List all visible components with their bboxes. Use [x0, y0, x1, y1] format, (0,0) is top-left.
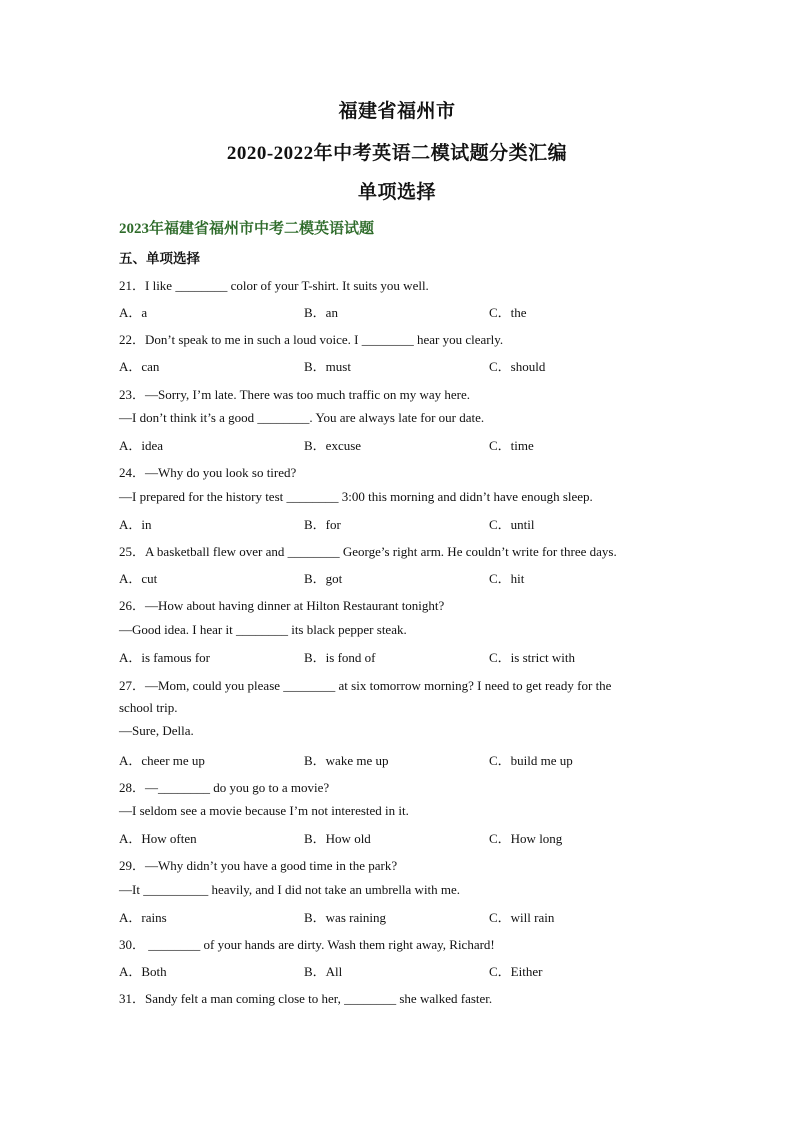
question-26-options — [119, 647, 679, 665]
question-28-reply: —I seldom see a movie because I’m not interested in it. — [119, 803, 409, 818]
option-b: B．How old — [304, 831, 371, 846]
question-22-stem: 22．Don’t speak to me in such a loud voice. I ________ hear you clearly. — [119, 332, 504, 347]
question-27-reply: —Sure, Della. — [119, 723, 194, 738]
exam-subtitle: 2023年福建省福州市中考二模英语试题 — [119, 221, 375, 237]
question-26-reply: —Good idea. I hear it ________ its black pepper steak. — [119, 622, 407, 637]
option-c: C．Either — [489, 964, 543, 979]
title-category: 单项选择 — [357, 182, 436, 203]
question-27-stem-cont: school trip. — [119, 700, 178, 715]
option-a: A．in — [119, 517, 152, 532]
option-b: B．All — [304, 964, 343, 979]
question-23-options — [119, 435, 679, 453]
question-29-stem: 29．—Why didn’t you have a good time in the park? — [119, 858, 398, 873]
option-a: A．is famous for — [119, 650, 210, 665]
question-25-stem: 25．A basketball flew over and ________ George’s right arm. He couldn’t write for three days. — [119, 544, 617, 559]
question-21-stem: 21．I like ________ color of your T-shirt. It suits you well. — [119, 278, 429, 293]
question-30-stem: 30． ________ of your hands are dirty. Wash them right away, Richard! — [119, 937, 495, 952]
option-a: A．rains — [119, 910, 167, 925]
option-c: C．should — [489, 359, 546, 374]
question-22-options — [119, 356, 679, 374]
question-26-stem: 26．—How about having dinner at Hilton Restaurant tonight? — [119, 598, 445, 613]
option-c: C．the — [489, 305, 527, 320]
question-28-stem: 28．—________ do you go to a movie? — [119, 780, 330, 795]
question-25-options — [119, 568, 679, 586]
option-b: B．must — [304, 359, 351, 374]
question-27-stem: 27．—Mom, could you please ________ at six tomorrow morning? I need to get ready for the — [119, 678, 612, 693]
option-c: C．hit — [489, 571, 525, 586]
question-24-stem: 24．—Why do you look so tired? — [119, 465, 297, 480]
option-a: A．idea — [119, 438, 164, 453]
title-collection: 2020-2022年中考英语二模试题分类汇编 — [226, 143, 568, 164]
section-heading: 五、单项选择 — [119, 251, 200, 266]
option-c: C．build me up — [489, 753, 573, 768]
option-a: A．cheer me up — [119, 753, 205, 768]
option-a: A．can — [119, 359, 160, 374]
question-23-reply: —I don’t think it’s a good ________. You are always late for our date. — [119, 410, 485, 425]
question-29-reply: —It __________ heavily, and I did not take an umbrella with me. — [119, 882, 461, 897]
question-27-options — [119, 750, 679, 768]
option-a: A．a — [119, 305, 148, 320]
question-24-options — [119, 514, 679, 532]
option-c: C．time — [489, 438, 534, 453]
option-b: B．an — [304, 305, 338, 320]
question-28-options — [119, 828, 679, 846]
question-30-options — [119, 961, 679, 979]
option-b: B．got — [304, 571, 343, 586]
question-24-reply: —I prepared for the history test ________ 3:00 this morning and didn’t have enough sleep. — [119, 489, 593, 504]
title-province-city: 福建省福州市 — [338, 101, 456, 122]
option-c: C．will rain — [489, 910, 555, 925]
option-c: C．is strict with — [489, 650, 575, 665]
option-b: B．for — [304, 517, 341, 532]
option-c: C．until — [489, 517, 535, 532]
option-b: B．excuse — [304, 438, 362, 453]
option-c: C．How long — [489, 831, 563, 846]
option-a: A．How often — [119, 831, 197, 846]
question-31-stem: 31．Sandy felt a man coming close to her, ________ she walked faster. — [119, 991, 493, 1006]
question-23-stem: 23．—Sorry, I’m late. There was too much traffic on my way here. — [119, 387, 471, 402]
question-21-options — [119, 302, 679, 320]
option-a: A．Both — [119, 964, 167, 979]
option-b: B．wake me up — [304, 753, 389, 768]
option-b: B．is fond of — [304, 650, 376, 665]
option-b: B．was raining — [304, 910, 386, 925]
question-29-options — [119, 907, 679, 925]
option-a: A．cut — [119, 571, 158, 586]
